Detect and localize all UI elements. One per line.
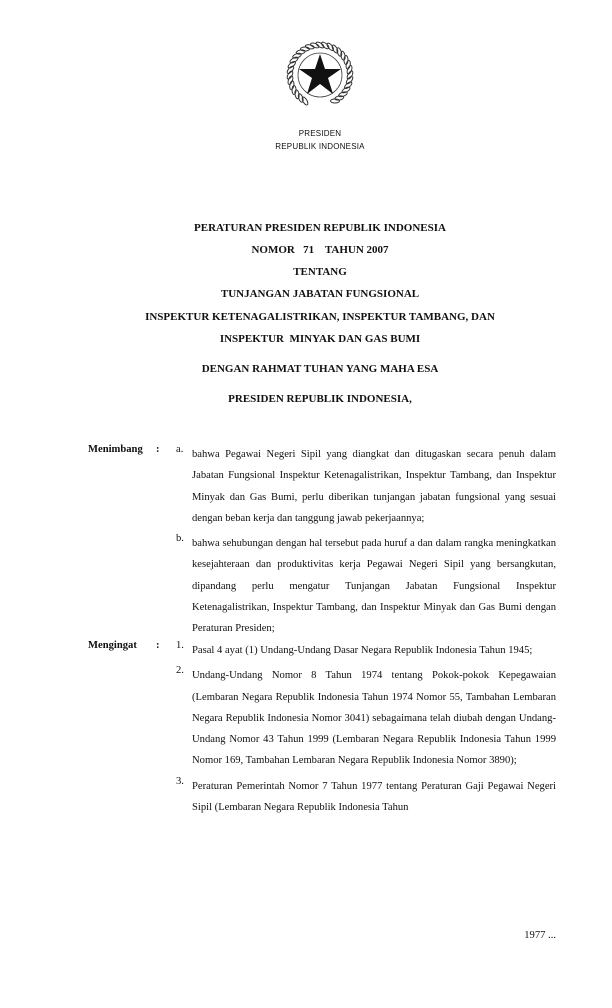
list-item [176,776,556,819]
item-text: bahwa Pegawai Negeri Sipil yang diangkat dan ditugaskan secara penuh dalam Jabatan Fungsional Inspektur Ketenagalistrikan, Inspektur Tambang, dan Inspektur Minyak dan Gas Bumi, perlu diberikan tunjangan jabatan fungsional yang sesuai dengan beban kerja dan tanggung jawab pekerjaannya; [192,449,556,524]
item-number: 2. [176,665,184,677]
item-number: 1. [176,640,184,651]
mengingat-colon: : [156,640,160,651]
menimbang-section [0,444,612,640]
preamble-line: DENGAN RAHMAT TUHAN YANG MAHA ESA [201,363,439,375]
item-text: Peraturan Pemerintah Nomor 7 Tahun 1977 tentang Peraturan Gaji Pegawai Negeri Sipil (Lembaran Negara Republik Indonesia Tahun [192,780,556,814]
tentang-heading: TENTANG [293,266,347,278]
garuda-star-emblem [283,38,357,112]
list-item [176,444,556,529]
item-text: Undang-Undang Nomor 8 Tahun 1974 tentang Pokok-pokok Kepegawaian (Lembaran Negara Republik Indonesia Tahun 1974 Nomor 55, Tambahan Lembaran Negara Republik Indonesia Nomor 3041) sebagaimana telah diubah dengan Undang-Undang Nomor 43 Tahun 1999 (Lembaran Negara Republik Indonesia Tahun 1999 Nomor 169, Tambahan Lembaran Negara Republik Indonesia Nomor 3890); [192,670,556,767]
item-number: b. [176,533,184,545]
emblem-leaf [310,42,320,49]
list-item [176,533,556,639]
regulation-number: NOMOR 71 TAHUN 2007 [251,244,389,256]
list-item [176,665,556,771]
header-presiden: PRESIDEN [298,129,342,138]
subject-line-1: TUNJANGAN JABATAN FUNGSIONAL [220,288,420,300]
item-text: bahwa sehubungan dengan hal tersebut pada huruf a dan dalam rangka meningkatkan kesejahteraan dan produktivitas kerja Pegawai Negeri Sipil yang bersangkutan, dipandang perlu mengatur Tunjangan Jabatan Fungsional Inspektur Ketenagalistrikan, Inspektur Tambang, dan Inspektur Minyak dan Gas Bumi dengan Peraturan Presiden; [192,538,556,635]
regulation-title: PERATURAN PRESIDEN REPUBLIK INDONESIA [194,222,446,234]
header-republik-indonesia: REPUBLIK INDONESIA [275,142,365,151]
item-text: Pasal 4 ayat (1) Undang-Undang Dasar Negara Republik Indonesia Tahun 1945; [192,645,533,656]
menimbang-label: Menimbang [88,444,143,455]
page-continuation: 1977 ... [524,930,556,941]
emblem-leaf [287,75,294,85]
menimbang-colon: : [156,444,160,455]
item-number: 3. [176,775,184,787]
item-number: a. [176,444,184,455]
emblem-leaf [346,65,353,75]
mengingat-label: Mengingat [88,640,137,651]
mengingat-section [0,640,612,818]
list-item [176,640,556,661]
subject-line-2: INSPEKTUR KETENAGALISTRIKAN, INSPEKTUR TAMBANG, DAN [145,311,495,323]
subject-line-3: INSPEKTUR MINYAK DAN GAS BUMI [219,333,421,345]
president-line: PRESIDEN REPUBLIK INDONESIA, [228,393,412,405]
